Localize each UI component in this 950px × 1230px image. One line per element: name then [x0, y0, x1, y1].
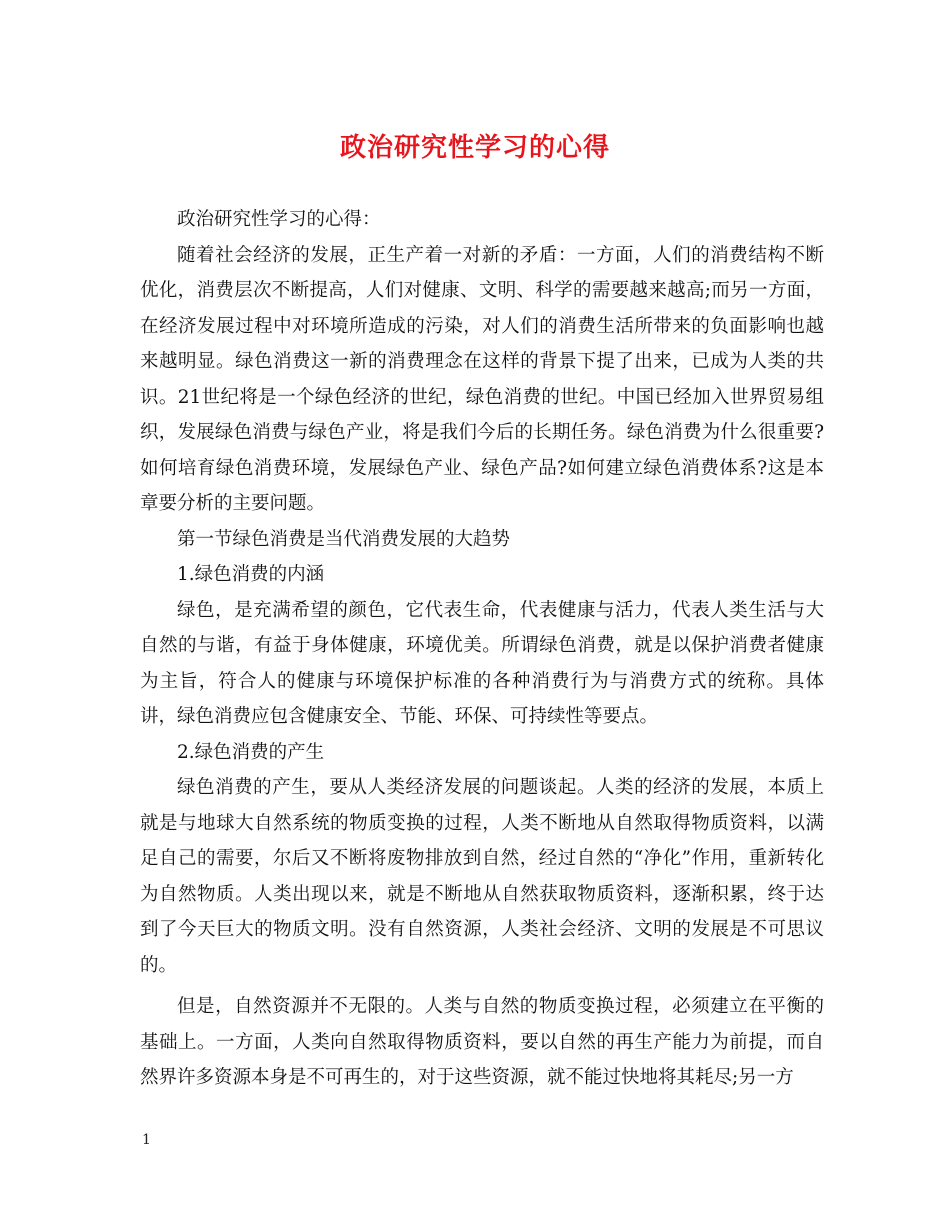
subsection-heading: 2.绿色消费的产生 [177, 741, 325, 763]
section-heading: 第一节绿色消费是当代消费发展的大趋势 [177, 528, 511, 550]
subsection-heading: 1.绿色消费的内涵 [177, 564, 325, 585]
body-paragraph: 绿色，是充满希望的颜色，它代表生命，代表健康与活力，代表人类生活与大自然的与谐，有益于身体健康，环境优美。所谓绿色消费，就是以保护消费者健康为主旨，符合人的健康与环境保护标准的各种消费行为与消费方式的统称。具体讲，绿色消费应包含健康安全、节能、环保、可持续性等要点。 [140, 599, 824, 727]
document-body [140, 202, 824, 1096]
body-paragraph: 随着社会经济的发展，正生产着一对新的矛盾：一方面，人们的消费结构不断优化，消费层次不断提高，人们对健康、文明、科学的需要越来越高;而另一方面，在经济发展过程中对环境所造成的污染，对人们的消费生活所带来的负面影响也越来越明显。绿色消费这一新的消费理念在这样的背景下提了出来，已成为人类的共识。21世纪将是一个绿色经济的世纪，绿色消费的世纪。中国已经加入世界贸易组织，发展绿色消费与绿色产业，将是我们今后的长期任务。绿色消费为什么很重要?如何培育绿色消费环境，发展绿色产业、绿色产品?如何建立绿色消费体系?这是本章要分析的主要问题。 [140, 244, 824, 514]
body-paragraph: 但是，自然资源并不无限的。人类与自然的物质变换过程，必须建立在平衡的基础上。一方面，人类向自然取得物质资料，要以自然的再生产能力为前提，而自然界许多资源本身是不可再生的，对于这些资源，就不能过快地将其耗尽;另一方 [140, 996, 824, 1088]
body-paragraph: 绿色消费的产生，要从人类经济发展的问题谈起。人类的经济的发展，本质上就是与地球大自然系统的物质变换的过程，人类不断地从自然取得物质资料，以满足自己的需要，尔后又不断将废物排放到自然，经过自然的“净化”作用，重新转化为自然物质。人类出现以来，就是不断地从自然获取物质资料，逐渐积累，终于达到了今天巨大的物质文明。没有自然资源，人类社会经济、文明的发展是不可思议的。 [140, 777, 824, 976]
intro-paragraph: 政治研究性学习的心得： [177, 209, 381, 230]
page-number: 1 [142, 1132, 151, 1148]
document-title: 政治研究性学习的心得 [339, 133, 610, 163]
